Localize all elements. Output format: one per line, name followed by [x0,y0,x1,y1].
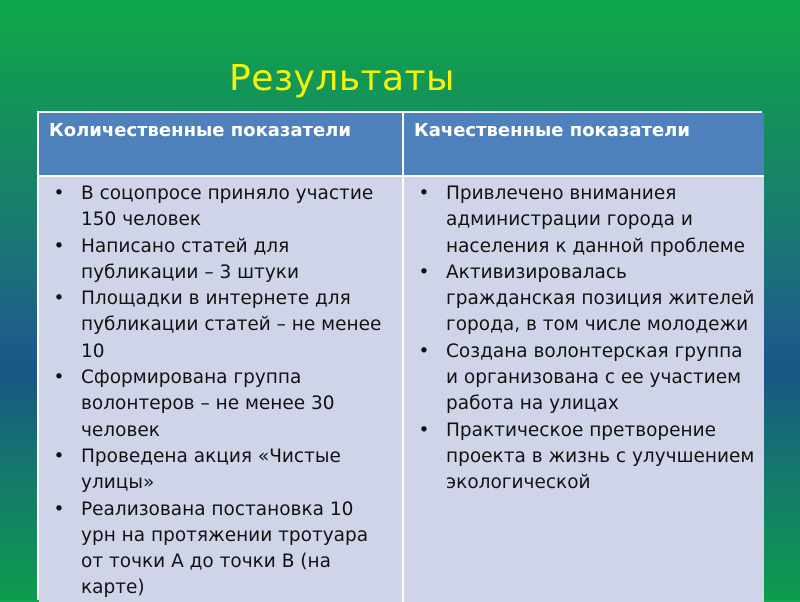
bullet-icon: • [53,498,65,520]
item-text: Проведена акция «Чистые улицы» [81,445,341,494]
qualitative-list [410,181,756,497]
item-text: Привлечено вниманиея администрации города и населения к данной проблеме [446,183,746,257]
bullet-icon: • [53,367,65,389]
slide-title: Результаты [229,58,455,99]
list-item [410,339,756,418]
item-text: Активизировалась гражданская позиция жителей города, в том числе молодежи [446,261,755,336]
bullet-icon: • [418,183,430,204]
list-item [45,286,394,365]
list-item [410,418,756,497]
item-text: Практическое претворение проекта в жизнь с улучшением экологической [446,419,755,494]
results-table [37,111,762,600]
item-text: Создана волонтерская группа и организована с ее участием работа на улицах [446,340,743,415]
bullet-icon: • [53,183,65,204]
list-item [45,497,394,602]
bullet-icon: • [418,261,430,283]
item-text: Площадки в интернете для публикации статей – не менее 10 [81,288,382,362]
list-item [45,234,394,287]
list-item [45,444,394,497]
item-text: В соцопросе приняло участие 150 человек [81,183,374,231]
bullet-icon: • [53,235,65,257]
header-quantitative: Количественные показатели [39,113,402,175]
list-item [410,181,756,260]
header-qualitative: Качественные показатели [402,113,764,175]
quantitative-cell [39,175,402,602]
item-text: Реализована постановка 10 урн на протяжении тротуара от точки А до точки В (на карте) [81,498,369,599]
bullet-icon: • [53,445,65,467]
list-item [45,365,394,444]
bullet-icon: • [418,419,430,441]
list-item [45,181,394,234]
bullet-icon: • [53,288,65,310]
bullet-icon: • [418,340,430,362]
item-text: Написано статей для публикации – 3 штуки [81,235,299,283]
quantitative-list [45,181,394,602]
list-item [410,260,756,339]
qualitative-cell [402,175,764,602]
item-text: Сформирована группа волонтеров – не менее 30 человек [81,367,335,441]
